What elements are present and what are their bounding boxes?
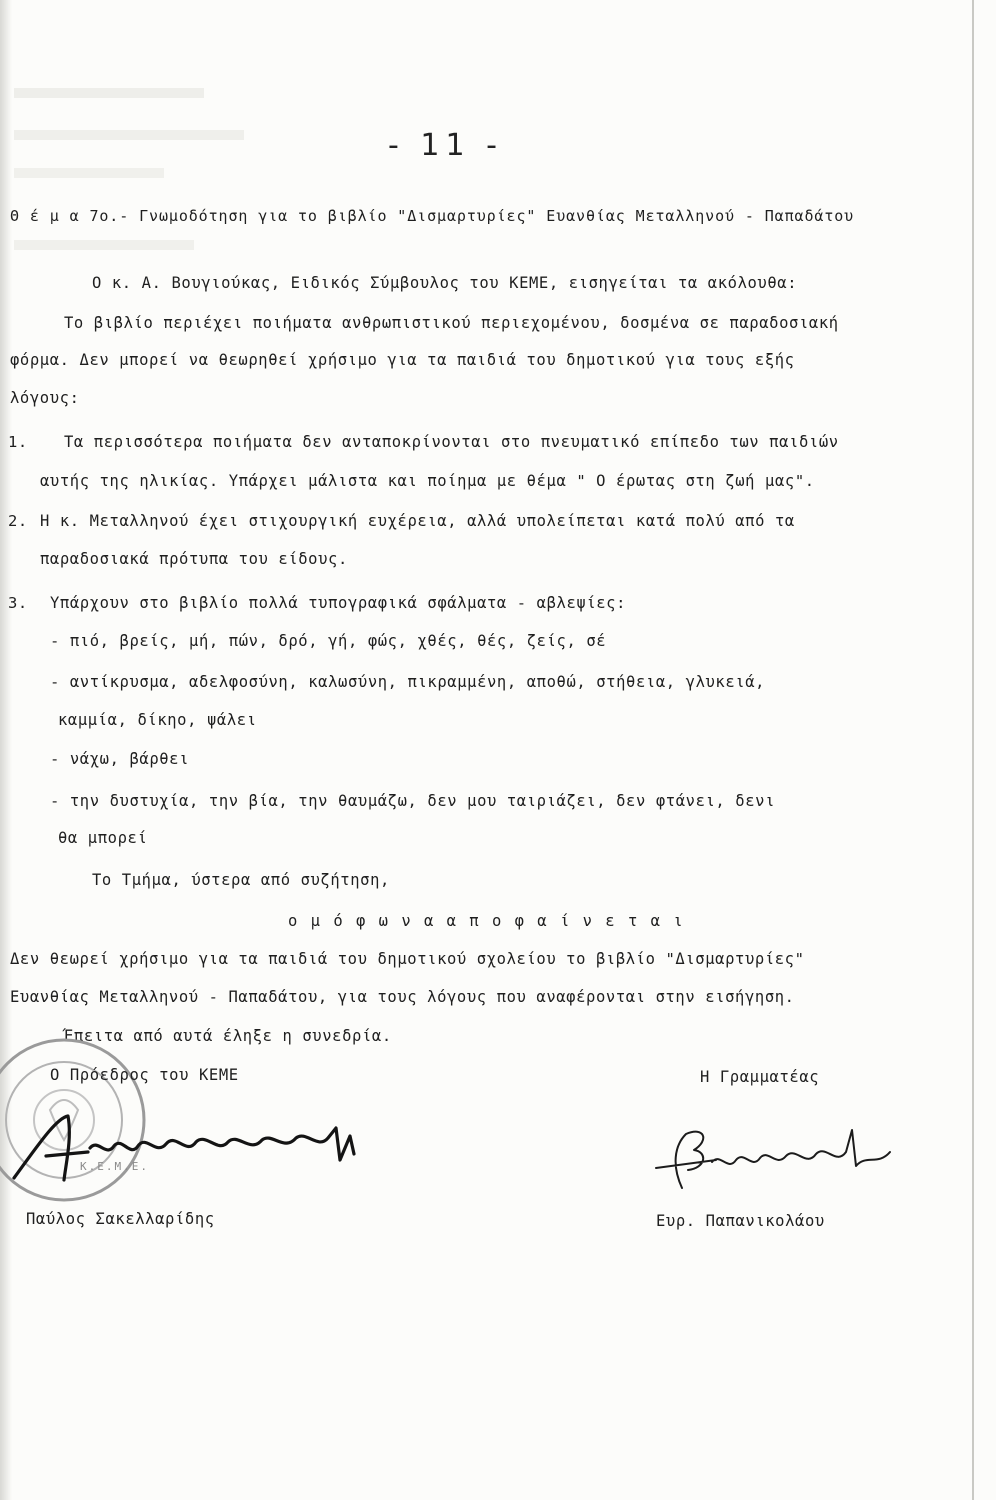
closing-line: Έπειτα από αυτά έληξε η συνεδρία. <box>64 1027 392 1045</box>
stamp-label: Κ.Ε.Μ.Ε. <box>80 1160 149 1173</box>
show-through-mark <box>14 168 164 178</box>
decision-heading: ο μ ό φ ω ν α α π ο φ α ί ν ε τ α ι <box>288 912 685 930</box>
error-list-item: - νάχω, βάρθει <box>50 750 190 768</box>
show-through-mark <box>14 88 204 98</box>
secretary-name: Ευρ. Παπανικολάου <box>656 1212 825 1230</box>
discussion-line: Το Τμήμα, ύστερα από συζήτηση, <box>92 871 390 889</box>
page-number: - 11 - <box>388 128 503 163</box>
secretary-signature-icon <box>646 1116 906 1196</box>
page-edge-rule <box>972 0 974 1500</box>
paragraph-line: φόρμα. Δεν μπορεί να θεωρηθεί χρήσιμο για τα παιδιά του δημοτικού για τους εξής <box>10 351 795 369</box>
subject-line: Θ έ μ α 7ο.- Γνωμοδότηση για το βιβλίο "Δισμαρτυρίες" Ευανθίας Μεταλληνού - Παπαδάτου <box>10 207 855 225</box>
president-title: Ο Πρόεδρος του ΚΕΜΕ <box>50 1066 239 1084</box>
decision-line: Δεν θεωρεί χρήσιμο για τα παιδιά του δημοτικού σχολείου το βιβλίο "Δισμαρτυρίες" <box>10 950 805 968</box>
secretary-title: Η Γραμματέας <box>700 1068 820 1086</box>
point-line: παραδοσιακά πρότυπα του είδους. <box>40 550 348 568</box>
president-name: Παύλος Σακελλαρίδης <box>26 1210 215 1228</box>
binding-edge <box>0 0 12 1500</box>
point-line: Υπάρχουν στο βιβλίο πολλά τυπογραφικά σφάλματα - αβλεψίες: <box>50 594 627 612</box>
intro-line: Ο κ. Α. Βουγιούκας, Ειδικός Σύμβουλος του ΚΕΜΕ, εισηγείται τα ακόλουθα: <box>92 274 798 292</box>
show-through-mark <box>14 130 244 140</box>
point-line: αυτής της ηλικίας. Υπάρχει μάλιστα και ποίημα με θέμα " Ο έρωτας στη ζωή μας". <box>40 472 815 490</box>
point-number: 3. <box>8 594 28 612</box>
show-through-mark <box>14 240 194 250</box>
error-list-item: - αντίκρυσμα, αδελφοσύνη, καλωσύνη, πικραμμένη, αποθώ, στήθεια, γλυκειά, <box>50 673 766 691</box>
point-line: Η κ. Μεταλληνού έχει στιχουργική ευχέρεια, αλλά υπολείπεται κατά πολύ από τα <box>40 512 795 530</box>
paragraph-line: λόγους: <box>10 389 80 407</box>
error-list-item: θα μπορεί <box>58 829 148 847</box>
point-number: 1. <box>8 433 28 451</box>
decision-line: Ευανθίας Μεταλληνού - Παπαδάτου, για τους λόγους που αναφέρονται στην εισήγηση. <box>10 988 795 1006</box>
paragraph-line: Το βιβλίο περιέχει ποιήματα ανθρωπιστικού περιεχομένου, δοσμένα σε παραδοσιακή <box>64 314 839 332</box>
error-list-item: καμμία, δίκηο, ψάλει <box>58 711 257 729</box>
error-list-item: - την δυστυχία, την βία, την θαυμάζω, δεν μου ταιριάζει, δεν φτάνει, δενι <box>50 792 776 810</box>
point-line: Τα περισσότερα ποιήματα δεν ανταποκρίνονται στο πνευματικό επίπεδο των παιδιών <box>64 433 839 451</box>
point-number: 2. <box>8 512 28 530</box>
president-signature-icon <box>6 1108 366 1188</box>
error-list-item: - πιό, βρείς, μή, πών, δρό, γή, φώς, χθές, θές, ζείς, σέ <box>50 632 607 650</box>
